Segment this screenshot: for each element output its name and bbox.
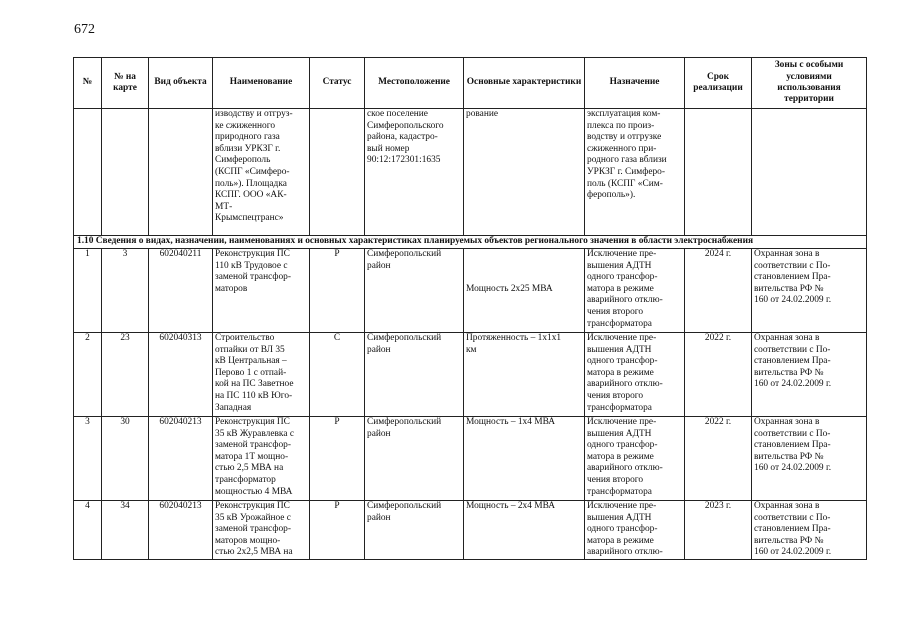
cell-zones: Охранная зона в соответствии с По- становлением Пра- вительства РФ № 160 от 24.02.2009 г.: [752, 249, 867, 333]
cell-object-type: [149, 109, 213, 236]
cell-characteristics: Мощность – 2х4 МВА: [464, 501, 585, 560]
cell-term: 2023 г.: [685, 501, 752, 560]
cell-map-num: 23: [102, 333, 149, 417]
cell-num: 4: [74, 501, 102, 560]
header-status: Статус: [310, 58, 365, 109]
cell-characteristics: Протяженность – 1х1х1 км: [464, 333, 585, 417]
header-zones: Зоны с особыми условиями использования территории: [752, 58, 867, 109]
cell-purpose: Исключение пре- вышения АДТН одного трансфор- матора в режиме аварийного отклю-: [585, 501, 685, 560]
page-number: 672: [74, 22, 95, 37]
cell-characteristics: Мощность 2х25 МВА: [464, 249, 585, 333]
cell-map-num: 34: [102, 501, 149, 560]
header-characteristics: Основные характеристики: [464, 58, 585, 109]
cell-map-num: [102, 109, 149, 236]
table-header-row: [74, 58, 867, 109]
cell-term: [685, 109, 752, 236]
table-row: [74, 333, 867, 417]
table-row: [74, 501, 867, 560]
cell-zones: Охранная зона в соответствии с По- становлением Пра- вительства РФ № 160 от 24.02.2009 г.: [752, 333, 867, 417]
cell-object-type: 602040213: [149, 417, 213, 501]
cell-purpose: эксплуатация ком- плекса по произ- водству и отгрузке сжиженного при- родного газа вблизи УРКЗГ г. Симферо- поль (КСПГ «Сим- ферополь»).: [585, 109, 685, 236]
cell-num: 2: [74, 333, 102, 417]
cell-term: 2024 г.: [685, 249, 752, 333]
header-purpose: Назначение: [585, 58, 685, 109]
cell-location: Симферопольский район: [365, 333, 464, 417]
header-map-num: № на карте: [102, 58, 149, 109]
cell-purpose: Исключение пре- вышения АДТН одного трансфор- матора в режиме аварийного отклю- чения второго трансформатора: [585, 249, 685, 333]
cell-status: [310, 109, 365, 236]
cell-location: Симферопольский район: [365, 249, 464, 333]
cell-name: Строительство отпайки от ВЛ 35 кВ Центральная – Перово 1 с отпай- кой на ПС Заветное на ПС 110 кВ Юго- Западная: [213, 333, 310, 417]
cell-object-type: 602040211: [149, 249, 213, 333]
cell-zones: Охранная зона в соответствии с По- становлением Пра- вительства РФ № 160 от 24.02.2009 г.: [752, 417, 867, 501]
table-row: [74, 249, 867, 333]
cell-status: Р: [310, 249, 365, 333]
header-num: №: [74, 58, 102, 109]
cell-num: 1: [74, 249, 102, 333]
cell-name: Реконструкция ПС 35 кВ Журавлевка с заменой трансфор- матора 1Т мощно- стью 2,5 МВА на трансформатор мощностью 4 МВА: [213, 417, 310, 501]
table-row-continuation: [74, 109, 867, 236]
header-term: Срок реализации: [685, 58, 752, 109]
cell-num: 3: [74, 417, 102, 501]
cell-characteristics: рование: [464, 109, 585, 236]
cell-map-num: 3: [102, 249, 149, 333]
cell-status: С: [310, 333, 365, 417]
cell-num: [74, 109, 102, 236]
cell-term: 2022 г.: [685, 417, 752, 501]
header-location: Местоположение: [365, 58, 464, 109]
cell-location: Симферопольский район: [365, 501, 464, 560]
cell-object-type: 602040313: [149, 333, 213, 417]
cell-term: 2022 г.: [685, 333, 752, 417]
section-title-row: [74, 236, 867, 249]
cell-location: Симферопольский район: [365, 417, 464, 501]
header-object-type: Вид объекта: [149, 58, 213, 109]
cell-status: Р: [310, 417, 365, 501]
header-name: Наименование: [213, 58, 310, 109]
cell-location: ское поселение Симферопольского района, кадастро- вый номер 90:12:172301:1635: [365, 109, 464, 236]
cell-map-num: 30: [102, 417, 149, 501]
cell-object-type: 602040213: [149, 501, 213, 560]
cell-characteristics: Мощность – 1х4 МВА: [464, 417, 585, 501]
regional-objects-table: [73, 57, 867, 560]
cell-zones: [752, 109, 867, 236]
cell-name: Реконструкция ПС 110 кВ Трудовое с заменой трансфор- маторов: [213, 249, 310, 333]
cell-name: Реконструкция ПС 35 кВ Урожайное с заменой трансфор- маторов мощно- стью 2х2,5 МВА на: [213, 501, 310, 560]
table-row: [74, 417, 867, 501]
cell-name: изводству и отгруз- ке сжиженного природного газа вблизи УРКЗГ г. Симферополь (КСПГ «Симферо- поль»). Площадка КСПГ. ООО «АК- МТ- Крымспецтранс»: [213, 109, 310, 236]
cell-zones: Охранная зона в соответствии с По- становлением Пра- вительства РФ № 160 от 24.02.2009 г.: [752, 501, 867, 560]
cell-status: Р: [310, 501, 365, 560]
cell-purpose: Исключение пре- вышения АДТН одного трансфор- матора в режиме аварийного отклю- чения второго трансформатора: [585, 417, 685, 501]
cell-purpose: Исключение пре- вышения АДТН одного трансфор- матора в режиме аварийного отклю- чения второго трансформатора: [585, 333, 685, 417]
section-title: 1.10 Сведения о видах, назначении, наименованиях и основных характеристиках планируемых объектов регионального значения в области электроснабжения: [74, 236, 867, 249]
